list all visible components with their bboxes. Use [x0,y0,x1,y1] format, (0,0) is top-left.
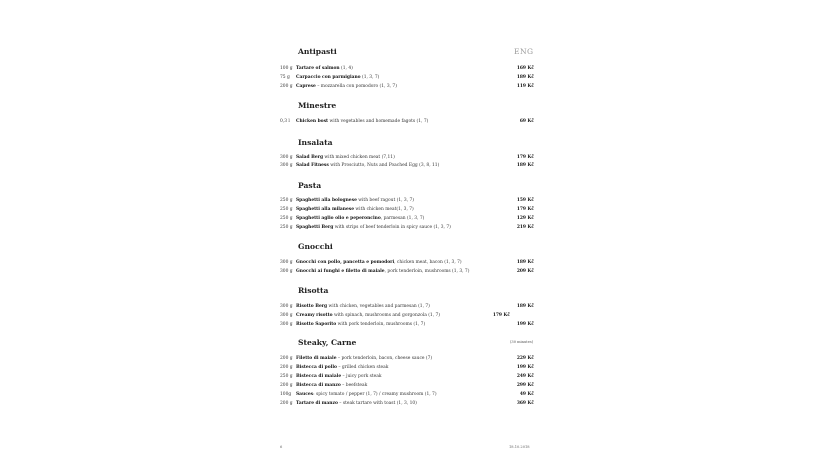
footer-date: 18.10.2018 [509,445,530,449]
item-qty: 100 g [280,66,293,71]
menu-item [280,65,534,72]
item-name: Spaghetti Berg [296,225,334,230]
item-price: 69 Kč [519,119,534,124]
item-qty: 0,3 l [280,119,290,124]
item-qty: 300 g [280,322,293,327]
item-name: Salad Fitness [296,163,329,168]
menu-item [280,312,534,319]
item-desc: with chicken, vegetables and parmesan (1, 7) [327,304,430,309]
item-qty: 200 g [280,84,293,89]
item-desc: with mixed chicken meat (7,11) [323,155,395,160]
item-qty: 300 g [280,269,293,274]
item-desc: with pork tenderloin, mushrooms (1, 7) [336,322,426,327]
menu-item [280,391,534,398]
item-qty: 300 g [280,260,293,265]
menu-item [280,400,534,407]
item-price: 189 Kč [516,304,534,309]
item-name: Risotto Saporito [296,322,337,327]
item-desc: with Prosciutto, Nuts and Poached Egg (3, 8, 11) [328,163,440,168]
item-qty: 200 g [280,383,293,388]
item-name: Bistecca di maiale [296,374,342,379]
menu-item [280,259,534,266]
item-name: Gnocchi ai funghi e filetto di maiale [296,269,385,274]
item-desc: – beefsteak [340,383,368,388]
menu-item [280,83,534,90]
item-qty: 200 g [280,365,293,370]
item-price: 129 Kč [516,216,534,221]
menu-item [280,154,534,161]
menu-item [280,373,534,380]
section-title-minestre: Minestre [298,101,337,110]
item-name: Bistecca di manzo [296,383,341,388]
item-desc: with vegetables and homemade fagots (1, 7) [328,119,429,124]
menu-item [280,321,534,328]
item-price: 179 Kč [516,207,534,212]
menu-item [280,162,534,169]
menu-item [280,197,534,204]
item-name: Chicken bost [296,119,329,124]
item-name: Spaghetti alla milanese [296,207,355,212]
item-price: 189 Kč [516,75,534,80]
item-qty: 250 g [280,198,293,203]
section-title-antipasti: Antipasti [298,47,337,56]
item-qty: 300 g [280,304,293,309]
page-number: 6 [280,445,283,449]
item-name: Risotto Berg [296,304,328,309]
item-qty: 75 g [280,75,290,80]
item-price: 49 Kč [519,392,534,397]
item-qty: 300 g [280,163,293,168]
menu-item [280,118,534,125]
item-name: Filetto di maiale [296,356,337,361]
language-label: ENG [514,47,534,56]
item-qty: 250 g [280,207,293,212]
item-qty: 200 g [280,401,293,406]
menu-item [280,215,534,222]
item-price: 189 Kč [516,260,534,265]
item-qty: 250 g [280,374,293,379]
item-desc: with beef ragout (1, 3, 7) [356,198,414,203]
item-price: 119 Kč [516,84,534,89]
section-title-insalata: Insalata [298,138,333,147]
item-price: 169 Kč [516,66,534,71]
item-desc: – juicy pork steak [341,374,382,379]
item-price: 159 Kč [516,198,534,203]
menu-item [280,224,534,231]
menu-item [280,74,534,81]
section-title-steaky: Steaky, Carne [298,338,357,347]
item-name: Tartare of salmon [296,66,340,71]
item-qty: 250 g [280,225,293,230]
item-name: Salad Berg [296,155,324,160]
item-desc: – steak tartare with toast (1, 3, 10) [337,401,417,406]
item-desc: with spinach, mushrooms and gorgonzola (1, 7) [332,313,441,318]
item-desc: , pork tenderloin, mushrooms (1, 3, 7) [384,269,470,274]
menu-item [280,206,534,213]
item-desc: with strips of beef tenderloin in spicy sauce (1, 3, 7) [333,225,451,230]
item-price: 209 Kč [516,269,534,274]
item-desc: – grilled chicken steak [336,365,389,370]
item-name: Spaghetti aglio olio e peperoncino [296,216,381,221]
item-qty: 100g [280,392,292,397]
item-qty: 250 g [280,216,293,221]
item-price: 249 Kč [516,374,534,379]
item-price: 369 Kč [516,401,534,406]
item-qty: 300 g [280,155,293,160]
item-desc: (1, 3, 7) [360,75,380,80]
item-desc: – pork tenderloin, bacon, cheese sauce (7) [336,356,433,361]
item-name: Bistecca di pollo [296,365,337,370]
item-name: Creamy risotto [296,313,333,318]
item-qty: 200 g [280,356,293,361]
item-price: 199 Kč [516,365,534,370]
item-price: 189 Kč [516,163,534,168]
item-desc: , parmesan (1, 3, 7) [380,216,425,221]
item-name: Tartare di manzo [296,401,338,406]
item-desc: : spicy tomato / pepper (1, 7) / creamy mushroom (1, 7) [313,392,437,397]
item-name: Gnocchi con pollo, pancetta e pomodori [296,260,395,265]
item-name: Spaghetti alla bolognese [296,198,357,203]
menu-item [280,364,534,371]
item-desc: with chicken meat(1, 3, 7) [354,207,414,212]
item-name: Sauces [296,392,314,397]
item-price: 199 Kč [516,322,534,327]
menu-item [280,382,534,389]
item-qty: 300 g [280,313,293,318]
item-price: 299 Kč [516,383,534,388]
section-title-risotta: Risotta [298,286,329,295]
item-name: Carpaccio con parmigiano [296,75,361,80]
item-price: 219 Kč [516,225,534,230]
menu-item [280,268,534,275]
menu-item [280,303,534,310]
item-price: 179 Kč [492,313,510,318]
section-title-gnocchi: Gnocchi [298,242,333,251]
item-price: 179 Kč [516,155,534,160]
item-desc: , chicken meat, bacon (1, 3, 7) [394,260,462,265]
item-name: Caprese [296,84,316,89]
item-desc: (1, 4) [339,66,353,71]
item-desc: – mozzarella con pomodoro (1, 3, 7) [315,84,397,89]
section-title-pasta: Pasta [298,181,322,190]
section-note: (30 minutes) [510,340,534,344]
menu-item [280,355,534,362]
item-price: 229 Kč [516,356,534,361]
